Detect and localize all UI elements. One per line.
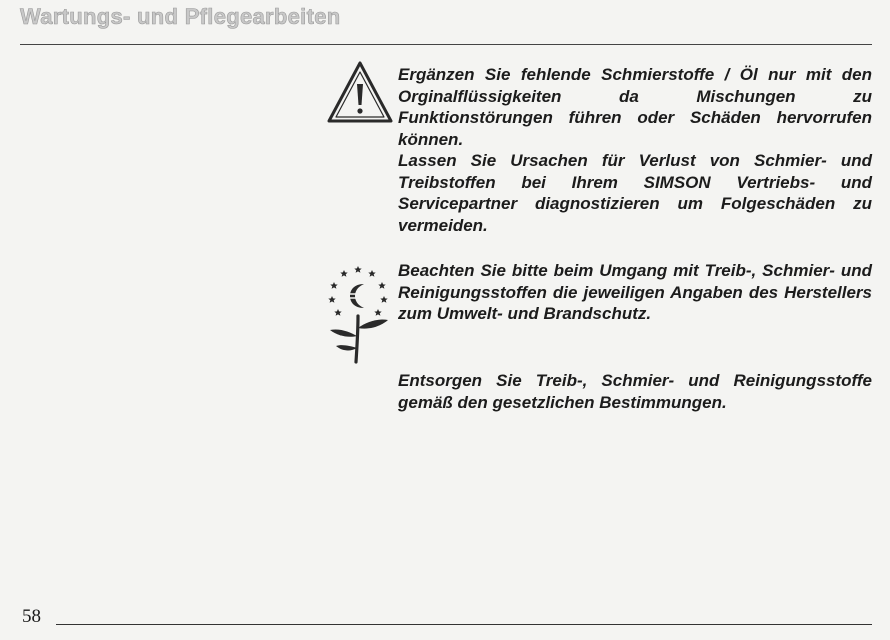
disposal-text-block xyxy=(398,370,872,413)
warning-paragraph-lubricants: Ergänzen Sie fehlende Schmierstoffe / Öl nur mit den Orginalflüssigkeiten da Mischungen zu Funktionstörungen führen oder Schäden hervorrufen können. xyxy=(398,65,872,149)
warning-paragraph-diagnosis: Lassen Sie Ursachen für Verlust von Schmier- und Treibstoffen bei Ihrem SIMSON Vertriebs- und Servicepartner diagnostizieren um Folgeschäden zu vermeiden. xyxy=(398,151,872,235)
header-divider xyxy=(20,44,872,45)
environment-text-block xyxy=(398,260,872,325)
page-header-title: Wartungs- und Pflegearbeiten xyxy=(20,4,341,29)
warning-triangle-icon xyxy=(326,60,394,124)
eu-ecolabel-flower-icon xyxy=(324,262,392,368)
environment-paragraph-handling: Beachten Sie bitte beim Umgang mit Treib-, Schmier- und Reinigungsstoffen die jeweiligen Angaben des Herstellers zum Umwelt- und Brandschutz. xyxy=(398,261,872,323)
page-number: 58 xyxy=(22,606,41,627)
environment-paragraph-disposal: Entsorgen Sie Treib-, Schmier- und Reinigungsstoffe gemäß den gesetzlichen Bestimmungen. xyxy=(398,371,872,412)
warning-text-block xyxy=(398,64,872,236)
footer-divider xyxy=(56,624,872,625)
